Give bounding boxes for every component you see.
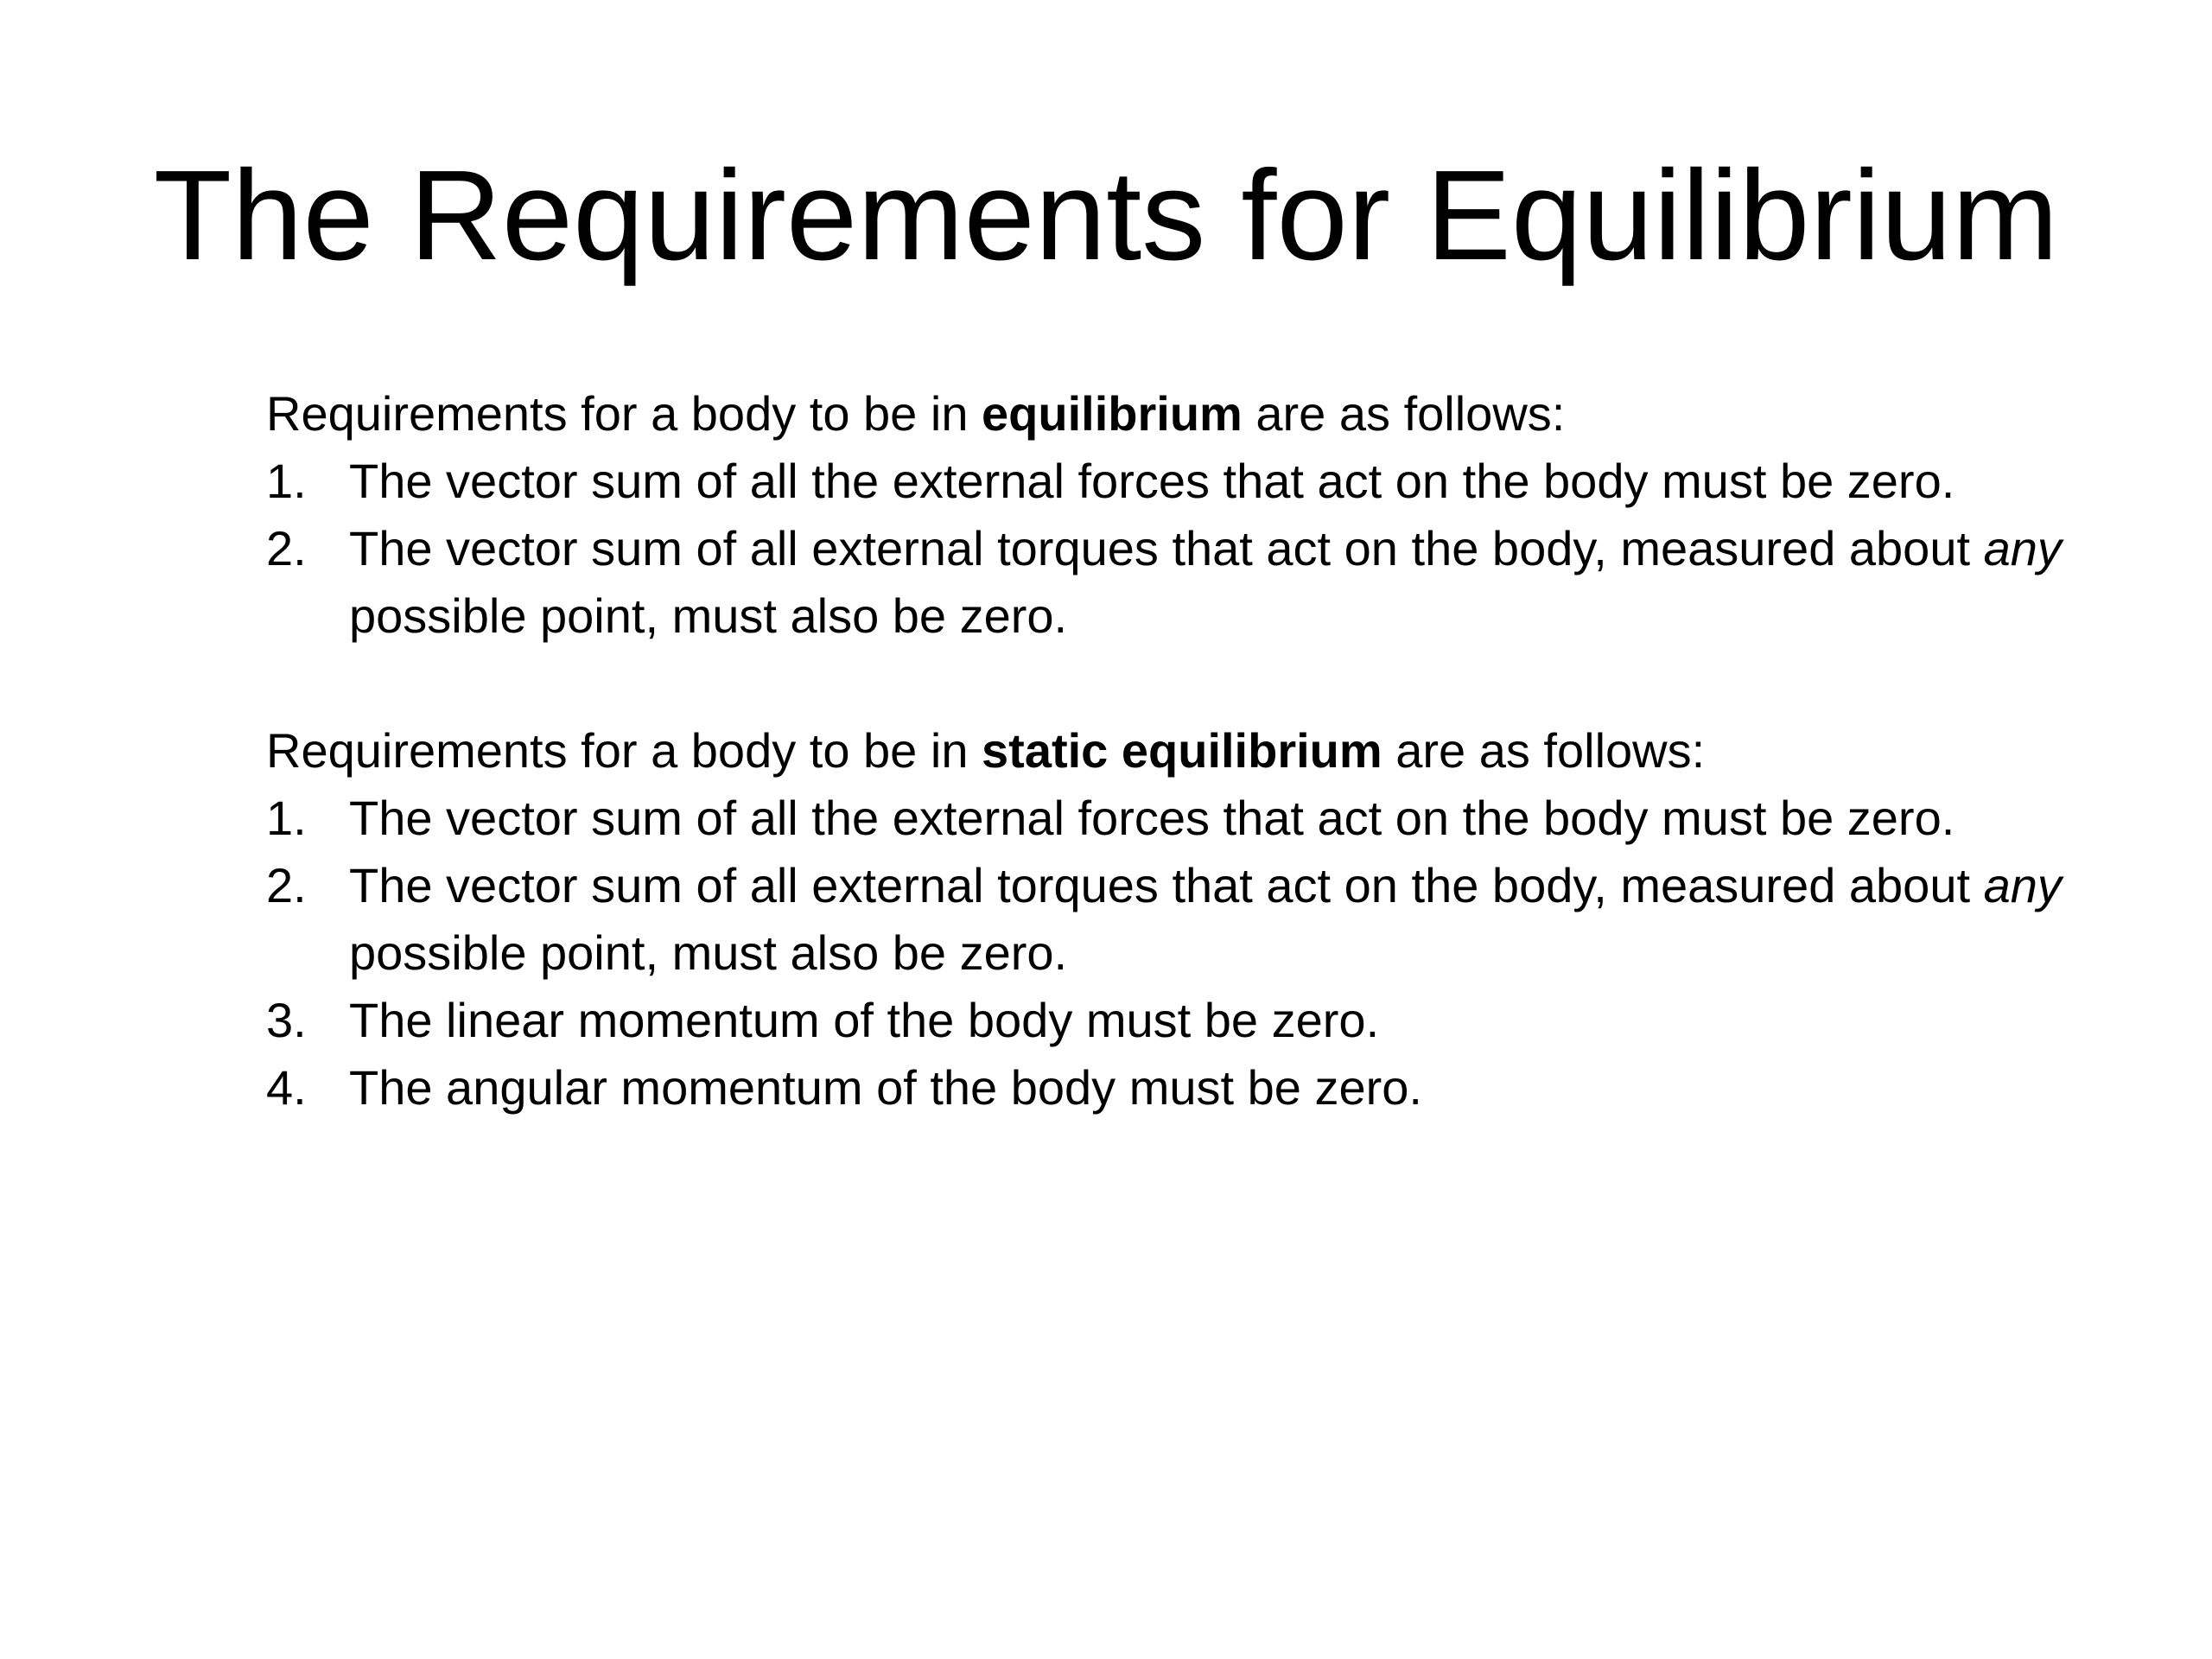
intro-term: equilibrium xyxy=(982,386,1243,441)
list-text-part: possible point, must also be zero. xyxy=(349,925,1068,980)
intro-text: Requirements for a body to be in xyxy=(266,723,982,778)
equilibrium-requirements-list xyxy=(266,448,2124,650)
static-equilibrium-intro xyxy=(266,717,2124,785)
intro-text: are as follows: xyxy=(1242,386,1566,441)
list-item xyxy=(266,987,2124,1054)
intro-text: are as follows: xyxy=(1382,723,1706,778)
equilibrium-section xyxy=(266,380,2124,650)
list-number: 1. xyxy=(266,454,307,508)
list-text: The angular momentum of the body must be zero. xyxy=(349,1060,1422,1115)
list-text: The vector sum of all the external forces that act on the body must be zero. xyxy=(349,454,1955,508)
list-text-part: The vector sum of all external torques that act on the body, measured about xyxy=(349,521,1984,575)
list-number: 2. xyxy=(266,521,307,575)
list-text-emphasis: any xyxy=(1983,858,2062,912)
list-text-emphasis: any xyxy=(1983,521,2062,575)
list-item xyxy=(266,852,2124,987)
slide-title: The Requirements for Equilibrium xyxy=(153,144,2059,287)
list-text: The linear momentum of the body must be zero. xyxy=(349,993,1380,1047)
list-item xyxy=(266,1054,2124,1122)
list-text xyxy=(349,852,2112,987)
list-number: 1. xyxy=(266,791,307,845)
static-equilibrium-requirements-list xyxy=(266,785,2124,1122)
list-item xyxy=(266,785,2124,852)
list-text xyxy=(349,515,2112,650)
list-item xyxy=(266,448,2124,515)
list-number: 3. xyxy=(266,993,307,1047)
list-number: 4. xyxy=(266,1060,307,1115)
list-number: 2. xyxy=(266,858,307,912)
list-text: The vector sum of all the external forces that act on the body must be zero. xyxy=(349,791,1955,845)
slide-content xyxy=(266,380,2124,1122)
intro-text: Requirements for a body to be in xyxy=(266,386,982,441)
static-equilibrium-section xyxy=(266,717,2124,1122)
equilibrium-intro xyxy=(266,380,2124,448)
list-text-part: The vector sum of all external torques that act on the body, measured about xyxy=(349,858,1984,912)
list-text-part: possible point, must also be zero. xyxy=(349,588,1068,643)
list-item xyxy=(266,515,2124,650)
intro-term: static equilibrium xyxy=(982,723,1382,778)
